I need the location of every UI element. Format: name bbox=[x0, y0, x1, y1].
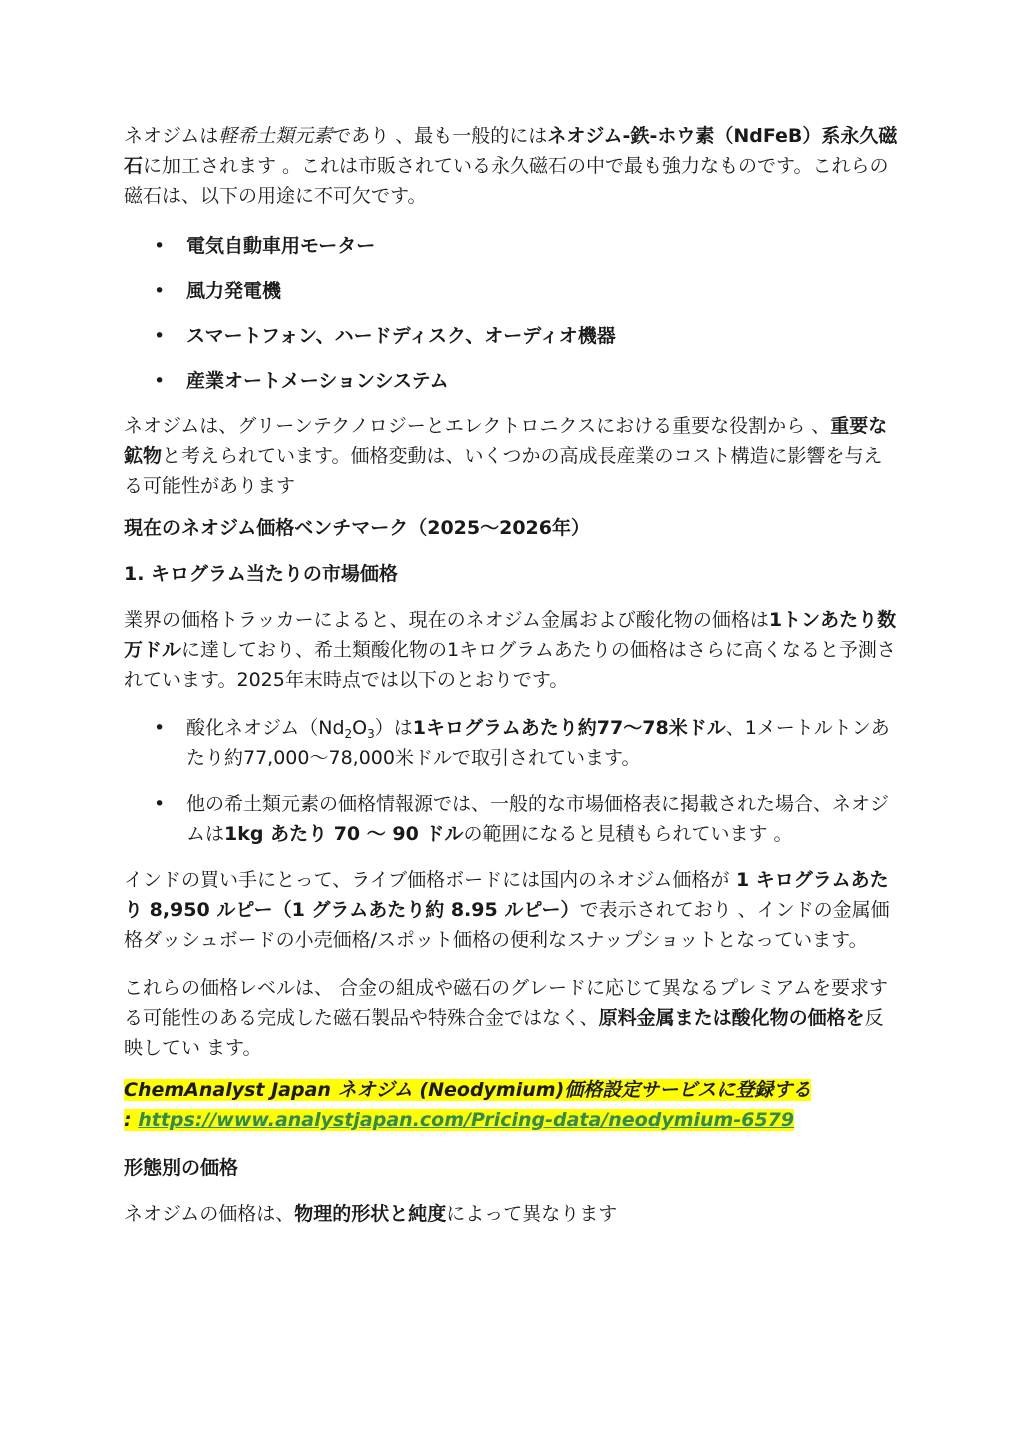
intro-italic-term: 軽希土類元素 bbox=[218, 125, 333, 147]
trackers-text: に達しており、希土類酸化物の1キログラムあたりの価格はさらに高くなると予測されています。2025年末時点では以下のとおりです。 bbox=[124, 639, 896, 691]
other-sources-text: の範囲になると見積もられています 。 bbox=[463, 823, 793, 845]
heading-benchmark: 現在のネオジム価格ベンチマーク（2025〜2026年） bbox=[124, 517, 591, 539]
levels-text: これらの価格レベルは、 合金の組成や磁石のグレードに応じて異なるプレミアムを要求する可能性のある完成した磁石製品や特殊合金ではなく、 bbox=[124, 977, 888, 1029]
oxide-text: O bbox=[352, 717, 368, 739]
intro-text: ネオジムは bbox=[124, 125, 219, 147]
india-text: インドの買い手にとって、ライブ価格ボードには国内のネオジム価格が bbox=[124, 869, 730, 891]
oxide-text: ）は bbox=[374, 717, 413, 739]
promo-link[interactable]: https://www.analystjapan.com/Pricing-data/neodymium-6579 bbox=[138, 1109, 795, 1131]
list-item: • 風力発電機 bbox=[124, 276, 900, 306]
list-item: • 産業オートメーションシステム bbox=[124, 366, 900, 396]
importance-text: と考えられています。価格変動は、いくつかの高成長産業のコスト構造に影響を与える可能性があります bbox=[124, 445, 883, 497]
intro-paragraph bbox=[124, 121, 900, 211]
price-list bbox=[124, 713, 900, 849]
other-sources-text: 他の希土類元素の価格情報源では、一般的な市場価格表に掲載された場合、ネオジムは bbox=[186, 793, 890, 845]
list-item-other-sources bbox=[124, 789, 900, 849]
form-text: によって異なります bbox=[446, 1203, 618, 1225]
trackers-bold-term: 1トンあたり数万ドル bbox=[124, 609, 897, 661]
document-body bbox=[124, 121, 900, 1241]
intro-text: であり 、最も一般的には bbox=[332, 125, 548, 147]
oxide-subscript: 2 bbox=[344, 727, 353, 741]
list-item-oxide bbox=[124, 713, 900, 773]
list-item: • スマートフォン、ハードディスク、オーディオ機器 bbox=[124, 321, 900, 351]
levels-text: 反映してい ます。 bbox=[124, 1007, 884, 1059]
heading-market-price: 1. キログラム当たりの市場価格 bbox=[124, 563, 398, 585]
list-item: • 電気自動車用モーター bbox=[124, 231, 900, 261]
importance-text: ネオジムは、グリーンテクノロジーとエレクトロニクスにおける重要な役割から 、 bbox=[124, 415, 831, 437]
india-paragraph bbox=[124, 865, 900, 955]
intro-text: に加工されます 。これは市販されている永久磁石の中で最も強力なものです。これらの磁石は、以下の用途に不可欠です。 bbox=[124, 155, 889, 207]
promo-label: ChemAnalyst Japan ネオジム (Neodymium)価格設定サービスに登録する bbox=[124, 1079, 812, 1101]
levels-bold-term: 原料金属または酸化物の価格を bbox=[598, 1007, 865, 1029]
uses-list bbox=[124, 231, 900, 396]
oxide-text: 、1メートルトンあたり約77,000〜78,000米ドルで取引されています。 bbox=[186, 717, 890, 769]
oxide-subscript: 3 bbox=[367, 727, 375, 741]
india-bold-price: 1 キログラムあたり 8,950 ルピー（1 グラムあたり約 8.95 ルピー） bbox=[124, 869, 889, 921]
promo-block bbox=[124, 1075, 900, 1135]
importance-bold-term: 重要な鉱物 bbox=[124, 415, 888, 467]
promo-prefix: : bbox=[124, 1109, 139, 1131]
trackers-paragraph bbox=[124, 605, 900, 695]
oxide-text: 酸化ネオジム（Nd bbox=[186, 717, 345, 739]
levels-paragraph bbox=[124, 973, 900, 1063]
india-text: で表示されており 、インドの金属価格ダッシュボードの小売価格/スポット価格の便利なスナップショットとなっています。 bbox=[124, 899, 890, 951]
trackers-text: 業界の価格トラッカーによると、現在のネオジム金属および酸化物の価格は bbox=[124, 609, 769, 631]
importance-paragraph bbox=[124, 411, 900, 501]
oxide-bold-price: 1キログラムあたり約77〜78米ドル bbox=[412, 717, 726, 739]
form-paragraph bbox=[124, 1199, 900, 1229]
heading-form: 形態別の価格 bbox=[124, 1157, 239, 1179]
form-text: ネオジムの価格は、 bbox=[124, 1203, 295, 1225]
other-sources-bold-price: 1kg あたり 70 〜 90 ドル bbox=[224, 823, 464, 845]
intro-bold-term: ネオジム-鉄-ホウ素（NdFeB）系永久磁石 bbox=[124, 125, 898, 177]
form-bold-term: 物理的形状と純度 bbox=[294, 1203, 447, 1225]
